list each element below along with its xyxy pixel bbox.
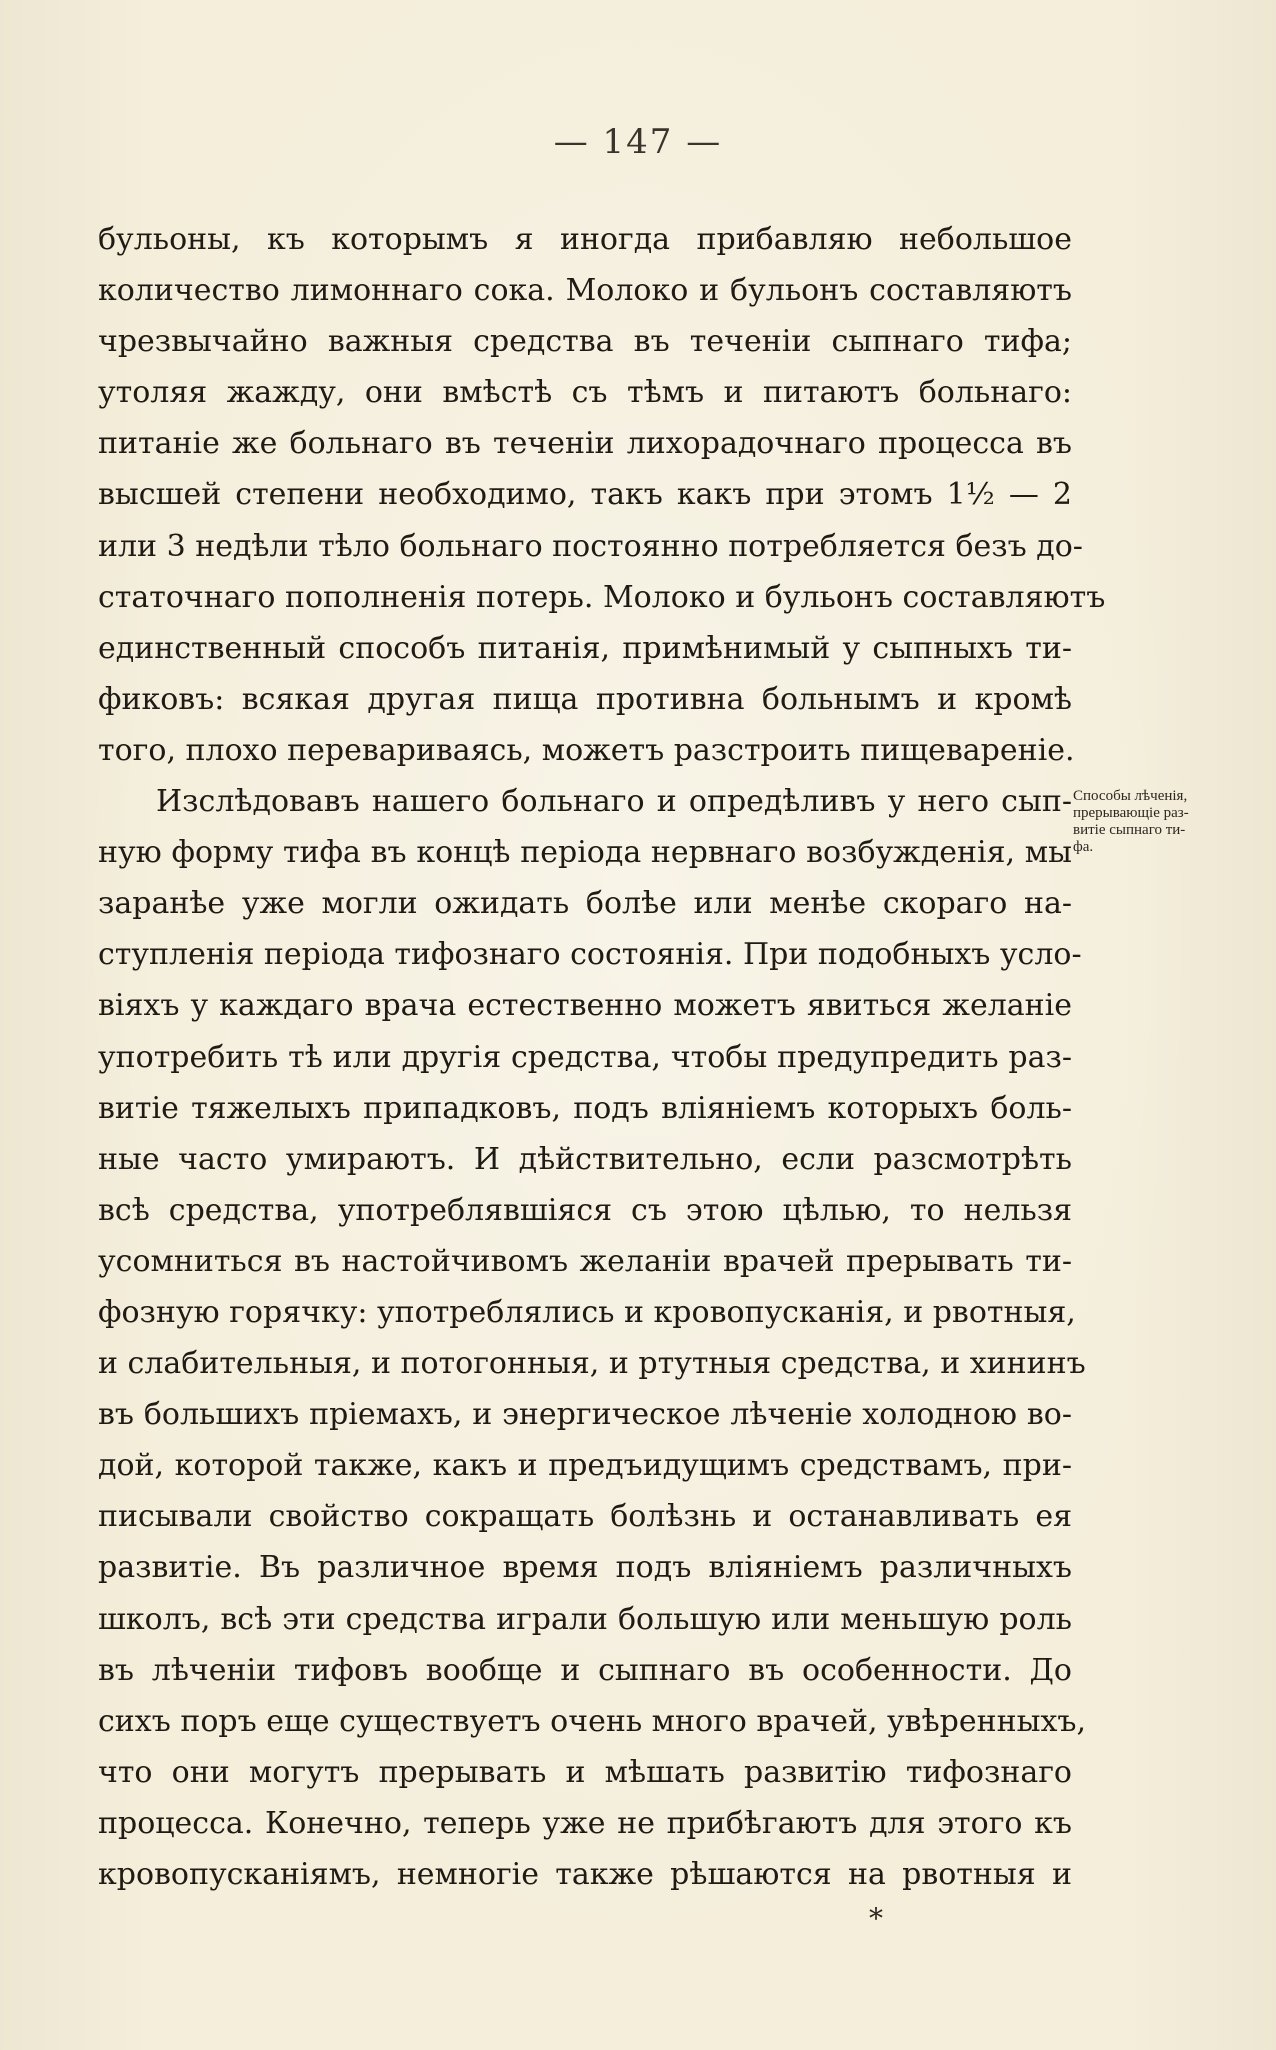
body-text bbox=[98, 214, 1106, 1900]
body-line-33: кровопусканіямъ, немногіе также рѣшаются на рвотныя и bbox=[98, 1857, 1072, 1892]
margin-note-line-3: витіе сыпнаго ти- bbox=[1073, 822, 1186, 838]
body-line-16: віяхъ у каждаго врача естественно можетъ явиться желаніе bbox=[98, 988, 1072, 1024]
body-line-3: чрезвычайно важныя средства въ теченіи сыпнаго тифа; bbox=[98, 324, 1072, 360]
body-line-8: статочнаго пополненія потерь. Молоко и бульонъ составляютъ bbox=[98, 579, 1106, 615]
body-line-19: ные часто умираютъ. И дѣйствительно, если разсмотрѣть bbox=[98, 1141, 1072, 1177]
page-header: — 147 — bbox=[553, 122, 723, 162]
body-line-22: фозную горячку: употреблялись и кровопусканія, и рвотныя, bbox=[98, 1294, 1076, 1330]
margin-note bbox=[1073, 788, 1248, 856]
body-line-26: писывали свойство сокращать болѣзнь и останавливать ея bbox=[98, 1499, 1072, 1535]
body-line-28: школъ, всѣ эти средства играли большую или меньшую роль bbox=[98, 1601, 1072, 1637]
signature-mark: * bbox=[869, 1902, 883, 1935]
body-line-32: процесса. Конечно, теперь уже не прибѣгаютъ для этого къ bbox=[98, 1805, 1072, 1841]
body-line-1: бульоны, къ которымъ я иногда прибавляю небольшое bbox=[98, 222, 1072, 257]
body-line-30: сихъ поръ еще существуетъ очень много врачей, увѣренныхъ, bbox=[98, 1703, 1087, 1739]
body-line-24: въ большихъ пріемахъ, и энергическое лѣченіе холодною во- bbox=[98, 1397, 1072, 1433]
body-line-4: утоляя жажду, они вмѣстѣ съ тѣмъ и питаютъ больнаго: bbox=[98, 375, 1072, 411]
margin-note-line-2: прерывающіе раз- bbox=[1073, 805, 1189, 821]
body-line-27: развитіе. Въ различное время подъ вліяніемъ различныхъ bbox=[98, 1550, 1072, 1586]
body-line-2: количество лимоннаго сока. Молоко и бульонъ составляютъ bbox=[98, 273, 1072, 309]
body-line-20: всѣ средства, употреблявшіяся съ этою цѣлью, то нельзя bbox=[98, 1192, 1072, 1228]
body-line-10: фиковъ: всякая другая пища противна больнымъ и кромѣ bbox=[98, 681, 1072, 717]
margin-note-line-4: фа. bbox=[1073, 839, 1094, 855]
body-line-18: витіе тяжелыхъ припадковъ, подъ вліяніемъ которыхъ боль- bbox=[98, 1090, 1072, 1126]
body-line-15: ступленія періода тифознаго состоянія. При подобныхъ усло- bbox=[98, 937, 1082, 973]
body-line-25: дой, которой также, какъ и предъидущимъ средствамъ, при- bbox=[98, 1448, 1072, 1484]
body-line-11: того, плохо перевариваясь, можетъ разстроить пищевареніе. bbox=[98, 732, 1075, 768]
body-line-14: заранѣе уже могли ожидать болѣе или менѣе скораго на- bbox=[98, 886, 1072, 922]
body-line-29: въ лѣченіи тифовъ вообще и сыпнаго въ особенности. До bbox=[98, 1652, 1072, 1688]
body-line-12: Изслѣдовавъ нашего больнаго и опредѣливъ у него сып- bbox=[156, 784, 1072, 820]
body-line-17: употребить тѣ или другія средства, чтобы предупредить раз- bbox=[98, 1039, 1072, 1075]
body-line-13: ную форму тифа въ концѣ періода нервнаго возбужденія, мы bbox=[98, 835, 1072, 871]
body-line-9: единственный способъ питанія, примѣнимый у сыпныхъ ти- bbox=[98, 630, 1072, 666]
body-line-21: усомниться въ настойчивомъ желаніи врачей прерывать ти- bbox=[98, 1243, 1072, 1279]
body-line-31: что они могутъ прерывать и мѣшать развитію тифознаго bbox=[98, 1754, 1072, 1790]
body-line-5: питаніе же больнаго въ теченіи лихорадочнаго процесса въ bbox=[98, 426, 1072, 462]
margin-note-line-1: Способы лѣченія, bbox=[1073, 788, 1188, 804]
body-line-23: и слабительныя, и потогонныя, и ртутныя средства, и хининъ bbox=[98, 1346, 1086, 1382]
body-line-6: высшей степени необходимо, такъ какъ при этомъ 1½ — 2 bbox=[98, 477, 1072, 513]
body-line-7: или 3 недѣли тѣло больнаго постоянно потребляется безъ до- bbox=[98, 528, 1083, 564]
